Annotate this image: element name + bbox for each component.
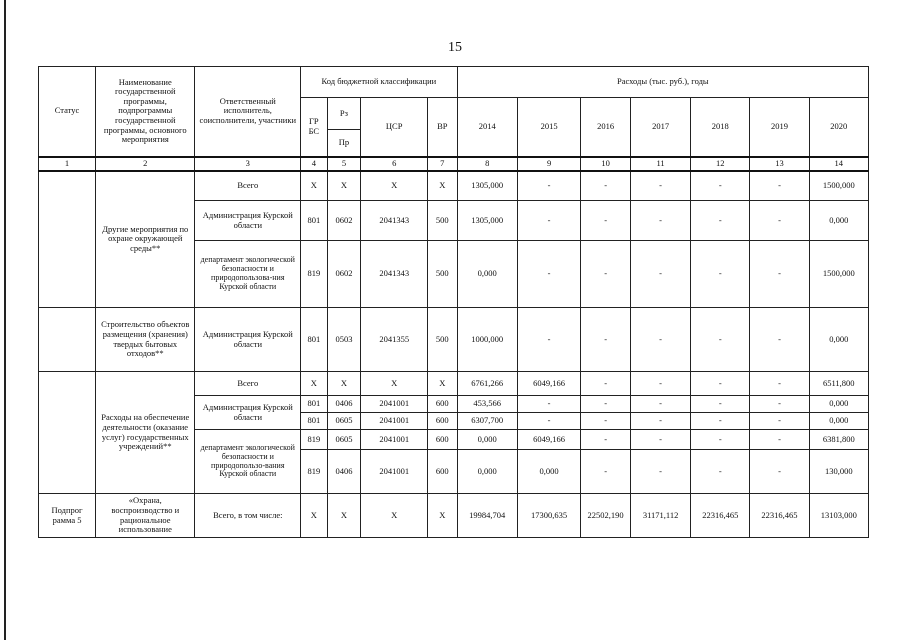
value-cell: - [581, 413, 631, 430]
rz-cell: 0406 [327, 396, 361, 413]
header-year: 2017 [630, 98, 690, 157]
csr-cell: 2041001 [361, 430, 428, 450]
value-cell: 6511,800 [809, 372, 868, 396]
csr-cell: 2041001 [361, 450, 428, 494]
value-cell: 0,000 [517, 450, 580, 494]
value-cell: - [581, 430, 631, 450]
value-cell: 6049,166 [517, 372, 580, 396]
value-cell: - [517, 308, 580, 372]
header-year: 2018 [691, 98, 750, 157]
header-status: Статус [39, 67, 96, 157]
column-number: 7 [427, 157, 457, 171]
value-cell: - [581, 171, 631, 201]
header-row [39, 67, 869, 98]
value-cell: 22316,465 [750, 494, 809, 538]
vr-cell: Х [427, 171, 457, 201]
value-cell: - [630, 450, 690, 494]
grbs-cell: 801 [301, 413, 327, 430]
value-cell: 22502,190 [581, 494, 631, 538]
column-number: 14 [809, 157, 868, 171]
value-cell: - [517, 413, 580, 430]
budget-table [38, 66, 869, 538]
value-cell: 1000,000 [457, 308, 517, 372]
value-cell: - [691, 396, 750, 413]
value-cell: - [750, 396, 809, 413]
value-cell: - [630, 201, 690, 241]
column-number: 6 [361, 157, 428, 171]
column-number-row [39, 157, 869, 171]
column-number: 2 [96, 157, 195, 171]
csr-cell: Х [361, 494, 428, 538]
value-cell: - [581, 450, 631, 494]
value-cell: - [630, 171, 690, 201]
executor-cell: департамент экологической безопасности и природопользова-ния Курской области [195, 241, 301, 308]
header-year: 2015 [517, 98, 580, 157]
page-edge [4, 0, 6, 640]
vr-cell: 500 [427, 308, 457, 372]
value-cell: 17300,635 [517, 494, 580, 538]
value-cell: 6381,800 [809, 430, 868, 450]
value-cell: 0,000 [809, 413, 868, 430]
value-cell: - [581, 308, 631, 372]
column-number: 12 [691, 157, 750, 171]
grbs-cell: Х [301, 171, 327, 201]
rz-cell: Х [327, 171, 361, 201]
grbs-cell: 801 [301, 201, 327, 241]
header-csr: ЦСР [361, 98, 428, 157]
rz-cell: 0503 [327, 308, 361, 372]
rz-cell: Х [327, 494, 361, 538]
header-vr: ВР [427, 98, 457, 157]
value-cell: - [691, 171, 750, 201]
measure-name: Другие мероприятия по охране окружающей среды** [96, 171, 195, 308]
value-cell: 0,000 [809, 396, 868, 413]
grbs-cell: 801 [301, 308, 327, 372]
grbs-cell: 801 [301, 396, 327, 413]
value-cell: 6307,700 [457, 413, 517, 430]
value-cell: - [750, 372, 809, 396]
header-year: 2014 [457, 98, 517, 157]
status-cell: Подпрог рамма 5 [39, 494, 96, 538]
status-cell [39, 308, 96, 372]
measure-name: Расходы на обеспечение деятельности (оказание услуг) государственных учреждений** [96, 372, 195, 494]
vr-cell: Х [427, 372, 457, 396]
value-cell: - [630, 372, 690, 396]
rz-cell: 0602 [327, 201, 361, 241]
value-cell: 453,566 [457, 396, 517, 413]
grbs-cell: 819 [301, 450, 327, 494]
value-cell: - [750, 413, 809, 430]
value-cell: 1500,000 [809, 171, 868, 201]
value-cell: - [691, 413, 750, 430]
value-cell: 31171,112 [630, 494, 690, 538]
value-cell: - [517, 171, 580, 201]
vr-cell: 600 [427, 450, 457, 494]
value-cell: 130,000 [809, 450, 868, 494]
executor-cell: департамент экологической безопасности и природопользо-вания Курской области [195, 430, 301, 494]
executor-cell: Администрация Курской области [195, 201, 301, 241]
value-cell: - [517, 241, 580, 308]
executor-cell: Всего [195, 171, 301, 201]
header-rz: Рз [327, 98, 361, 130]
csr-cell: 2041355 [361, 308, 428, 372]
value-cell: - [630, 413, 690, 430]
column-number: 4 [301, 157, 327, 171]
grbs-cell: 819 [301, 241, 327, 308]
csr-cell: 2041001 [361, 396, 428, 413]
value-cell: - [691, 430, 750, 450]
table-row [39, 372, 869, 396]
grbs-cell: Х [301, 372, 327, 396]
csr-cell: Х [361, 171, 428, 201]
column-number: 1 [39, 157, 96, 171]
value-cell: 6049,166 [517, 430, 580, 450]
value-cell: - [517, 396, 580, 413]
value-cell: - [750, 241, 809, 308]
value-cell: 0,000 [809, 308, 868, 372]
column-number: 3 [195, 157, 301, 171]
value-cell: 0,000 [457, 241, 517, 308]
column-number: 13 [750, 157, 809, 171]
header-pr: Пр [327, 130, 361, 157]
csr-cell: 2041001 [361, 413, 428, 430]
value-cell: - [630, 241, 690, 308]
value-cell: - [750, 308, 809, 372]
value-cell: 22316,465 [691, 494, 750, 538]
value-cell: - [691, 450, 750, 494]
column-number: 10 [581, 157, 631, 171]
rz-cell: 0605 [327, 430, 361, 450]
value-cell: - [630, 396, 690, 413]
rz-cell: 0602 [327, 241, 361, 308]
header-grbs: ГР БС [301, 98, 327, 157]
column-number: 8 [457, 157, 517, 171]
header-budget-code: Код бюджетной классификации [301, 67, 457, 98]
status-cell [39, 171, 96, 308]
executor-cell: Всего, в том числе: [195, 494, 301, 538]
header-executor: Ответственный исполнитель, соисполнители, участники [195, 67, 301, 157]
value-cell: - [581, 241, 631, 308]
value-cell: - [691, 241, 750, 308]
value-cell: - [750, 450, 809, 494]
header-year: 2020 [809, 98, 868, 157]
value-cell: - [691, 372, 750, 396]
csr-cell: 2041343 [361, 241, 428, 308]
rz-cell: 0406 [327, 450, 361, 494]
header-expenses: Расходы (тыс. руб.), годы [457, 67, 868, 98]
value-cell: - [750, 171, 809, 201]
value-cell: - [517, 201, 580, 241]
value-cell: - [581, 201, 631, 241]
table-row [39, 171, 869, 201]
vr-cell: Х [427, 494, 457, 538]
header-name: Наименование государственной программы, подпрограммы государственной программы, основного мероприятия [96, 67, 195, 157]
value-cell: 0,000 [457, 450, 517, 494]
vr-cell: 600 [427, 413, 457, 430]
vr-cell: 500 [427, 241, 457, 308]
value-cell: - [630, 430, 690, 450]
column-number: 9 [517, 157, 580, 171]
value-cell: 13103,000 [809, 494, 868, 538]
grbs-cell: 819 [301, 430, 327, 450]
value-cell: - [691, 201, 750, 241]
rz-cell: 0605 [327, 413, 361, 430]
column-number: 11 [630, 157, 690, 171]
vr-cell: 500 [427, 201, 457, 241]
value-cell: 6761,266 [457, 372, 517, 396]
value-cell: 1305,000 [457, 201, 517, 241]
value-cell: 1305,000 [457, 171, 517, 201]
value-cell: - [581, 396, 631, 413]
page-number: 15 [448, 40, 462, 55]
executor-cell: Администрация Курской области [195, 308, 301, 372]
table-row [39, 308, 869, 372]
executor-cell: Всего [195, 372, 301, 396]
value-cell: - [691, 308, 750, 372]
table-row [39, 494, 869, 538]
executor-cell: Администрация Курской области [195, 396, 301, 430]
csr-cell: Х [361, 372, 428, 396]
measure-name: «Охрана, воспроизводство и рациональное использование [96, 494, 195, 538]
header-year: 2019 [750, 98, 809, 157]
rz-cell: Х [327, 372, 361, 396]
value-cell: 0,000 [457, 430, 517, 450]
vr-cell: 600 [427, 396, 457, 413]
value-cell: 0,000 [809, 201, 868, 241]
value-cell: - [750, 201, 809, 241]
vr-cell: 600 [427, 430, 457, 450]
value-cell: - [750, 430, 809, 450]
status-cell [39, 372, 96, 494]
grbs-cell: Х [301, 494, 327, 538]
column-number: 5 [327, 157, 361, 171]
value-cell: 19984,704 [457, 494, 517, 538]
value-cell: - [581, 372, 631, 396]
csr-cell: 2041343 [361, 201, 428, 241]
header-year: 2016 [581, 98, 631, 157]
value-cell: 1500,000 [809, 241, 868, 308]
measure-name: Строительство объектов размещения (хранения) твердых бытовых отходов** [96, 308, 195, 372]
value-cell: - [630, 308, 690, 372]
